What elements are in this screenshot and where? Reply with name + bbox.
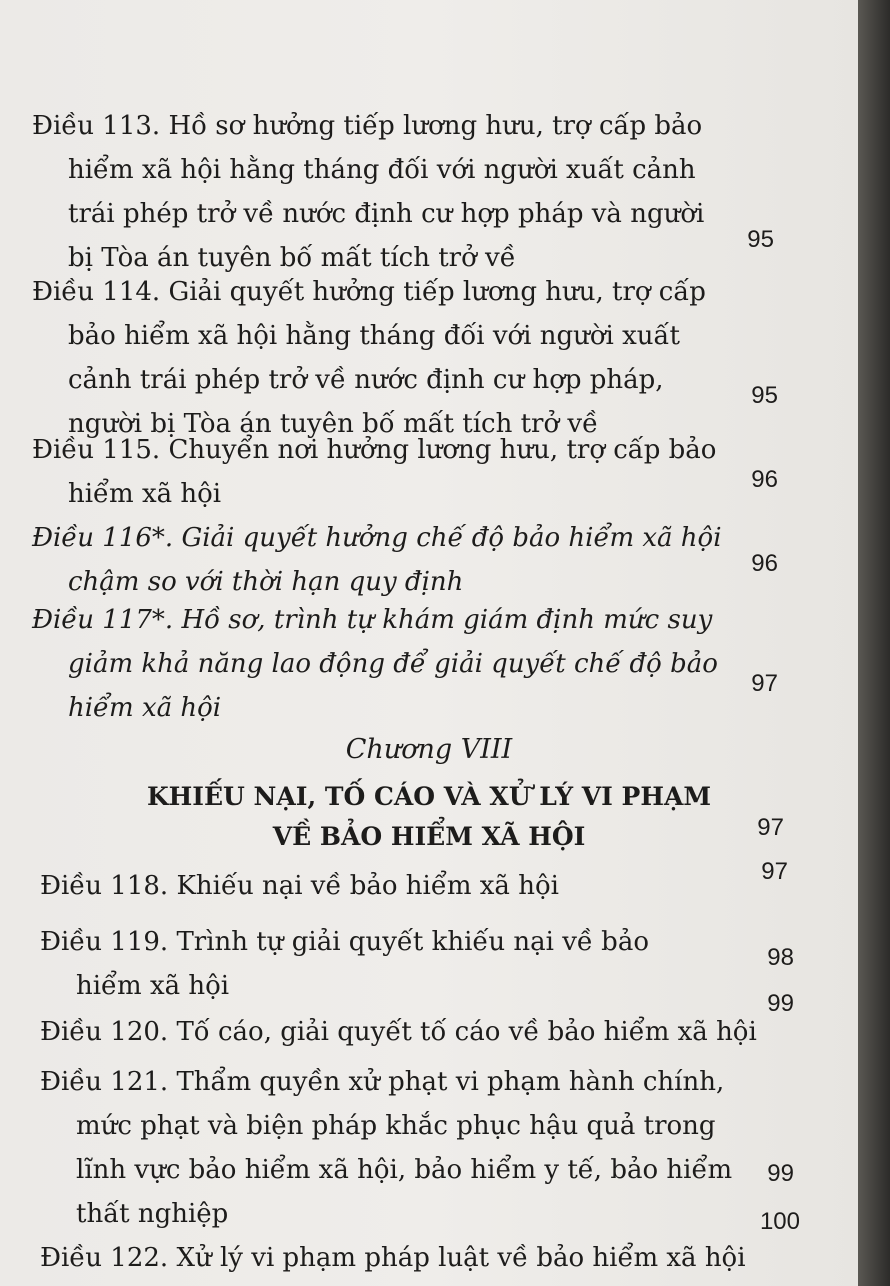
toc-line: trái phép trở về nước định cư hợp pháp và người bbox=[68, 199, 705, 229]
toc-entry-122 bbox=[40, 1236, 746, 1280]
toc-line: Điều 118. Khiếu nại về bảo hiểm xã hội bbox=[40, 871, 559, 901]
toc-entry-117 bbox=[32, 598, 718, 730]
chapter-heading-line1: KHIẾU NẠI, TỐ CÁO VÀ XỬ LÝ VI PHẠM bbox=[146, 782, 712, 811]
toc-line: giảm khả năng lao động để giải quyết chế độ bảo bbox=[68, 649, 718, 679]
toc-line: Điều 122. Xử lý vi phạm pháp luật về bảo hiểm xã hội bbox=[40, 1243, 746, 1273]
page-number: 97 bbox=[757, 814, 784, 841]
toc-line: mức phạt và biện pháp khắc phục hậu quả trong bbox=[76, 1111, 716, 1141]
toc-line: Điều 116*. Giải quyết hưởng chế độ bảo hiểm xã hội bbox=[32, 523, 722, 553]
toc-entry-114 bbox=[32, 270, 706, 446]
toc-line: Điều 117*. Hồ sơ, trình tự khám giám định mức suy bbox=[32, 605, 713, 635]
toc-line: Điều 121. Thẩm quyền xử phạt vi phạm hành chính, bbox=[40, 1067, 725, 1097]
toc-line: cảnh trái phép trở về nước định cư hợp pháp, bbox=[68, 365, 664, 395]
toc-line: Điều 113. Hồ sơ hưởng tiếp lương hưu, trợ cấp bảo bbox=[32, 111, 703, 141]
toc-line: hiểm xã hội bbox=[76, 971, 230, 1001]
toc-entry-120 bbox=[40, 1010, 757, 1054]
page-number: 99 bbox=[767, 990, 794, 1017]
page-number: 95 bbox=[751, 382, 778, 409]
page-number: 97 bbox=[751, 670, 778, 697]
page-number: 95 bbox=[747, 226, 774, 253]
toc-line: bảo hiểm xã hội hằng tháng đối với người xuất bbox=[68, 321, 680, 351]
toc-line: hiểm xã hội hằng tháng đối với người xuất cảnh bbox=[68, 155, 696, 185]
toc-line: lĩnh vực bảo hiểm xã hội, bảo hiểm y tế, bảo hiểm bbox=[76, 1155, 733, 1185]
toc-entry-116 bbox=[32, 516, 722, 604]
toc-entry-121 bbox=[40, 1060, 732, 1236]
toc-entry-118 bbox=[40, 864, 559, 908]
page-number: 98 bbox=[767, 944, 794, 971]
book-edge bbox=[858, 0, 890, 1286]
toc-line: hiểm xã hội bbox=[68, 693, 222, 723]
toc-entry-119 bbox=[40, 920, 649, 1008]
page-number: 96 bbox=[751, 466, 778, 493]
page-number: 100 bbox=[759, 1208, 800, 1235]
toc-line: Điều 115. Chuyển nơi hưởng lương hưu, trợ cấp bảo bbox=[32, 435, 717, 465]
chapter-title: Chương VIII bbox=[345, 734, 513, 765]
toc-line: hiểm xã hội bbox=[68, 479, 222, 509]
toc-line: thất nghiệp bbox=[76, 1199, 229, 1229]
chapter-heading-line2: VỀ BẢO HIỂM XÃ HỘI bbox=[272, 822, 586, 851]
toc-line: Điều 119. Trình tự giải quyết khiếu nại về bảo bbox=[40, 927, 649, 957]
toc-entry-113 bbox=[32, 104, 704, 280]
page-number: 96 bbox=[751, 550, 778, 577]
page-number: 97 bbox=[761, 858, 788, 885]
toc-line: người bị Tòa án tuyên bố mất tích trở về bbox=[68, 409, 599, 439]
toc-line: chậm so với thời hạn quy định bbox=[68, 567, 464, 597]
toc-line: Điều 120. Tố cáo, giải quyết tố cáo về bảo hiểm xã hội bbox=[40, 1017, 757, 1047]
toc-line: Điều 114. Giải quyết hưởng tiếp lương hưu, trợ cấp bbox=[32, 277, 706, 307]
toc-line: bị Tòa án tuyên bố mất tích trở về bbox=[68, 243, 516, 273]
page-number: 99 bbox=[767, 1160, 794, 1187]
toc-entry-115 bbox=[32, 428, 716, 516]
